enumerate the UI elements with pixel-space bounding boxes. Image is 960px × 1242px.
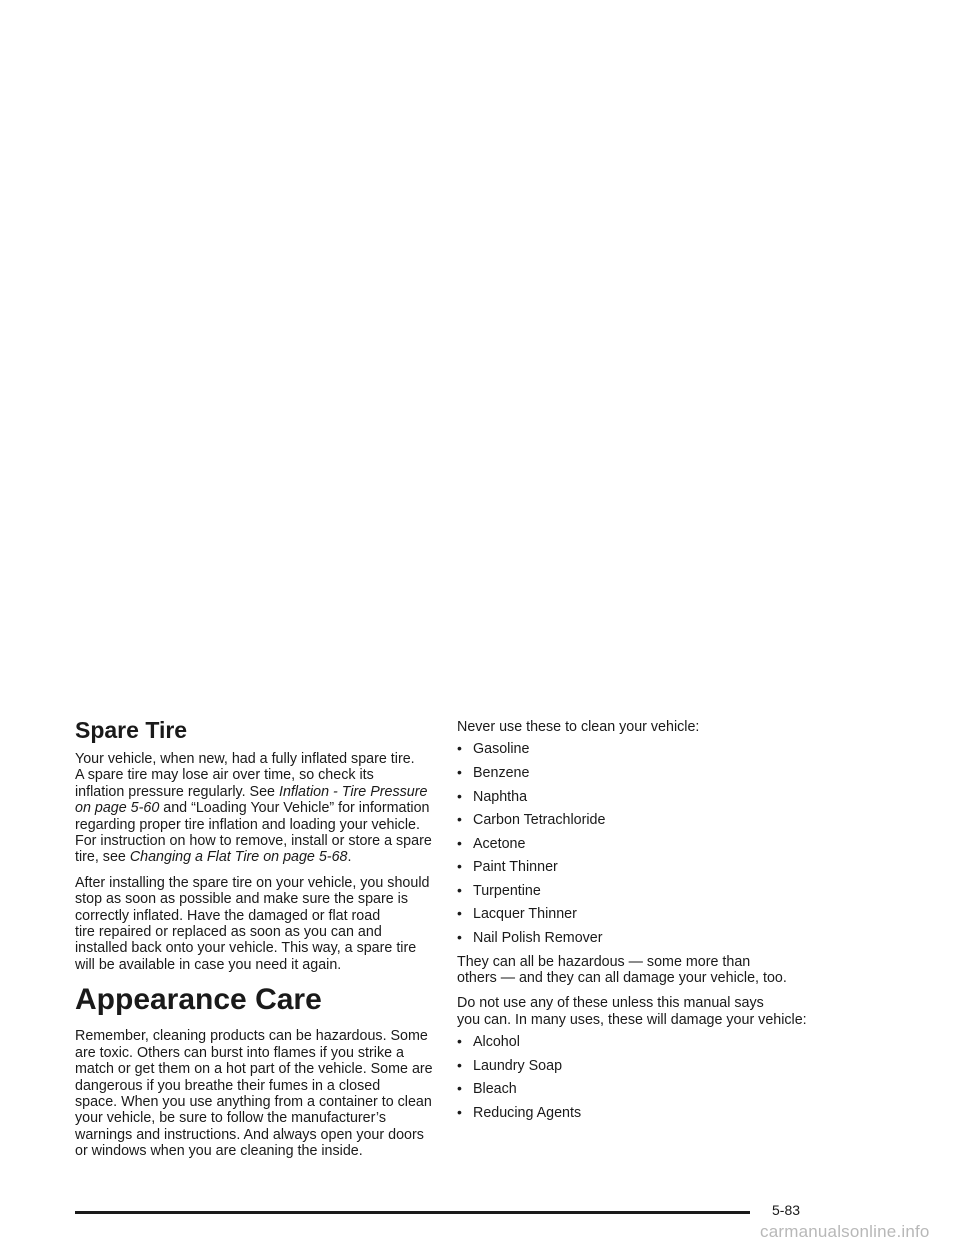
list-item xyxy=(457,765,827,781)
text-line: installed back onto your vehicle. This way, a spare tire xyxy=(75,940,417,957)
list-item-label: Naphtha xyxy=(473,788,528,805)
right-column xyxy=(457,719,827,1129)
bullet-icon: • xyxy=(457,929,462,946)
text-line: Do not use any of these unless this manual says xyxy=(457,995,764,1012)
text-line: tire repaired or replaced as soon as you can and xyxy=(75,924,382,941)
spare-tire-paragraph-2 xyxy=(75,875,433,973)
text-line: correctly inflated. Have the damaged or flat road xyxy=(75,907,381,924)
list-item xyxy=(457,812,827,828)
list-item-label: Acetone xyxy=(473,835,526,852)
text-line: you can. In many uses, these will damage your vehicle: xyxy=(457,1011,807,1028)
list-item-label: Carbon Tetrachloride xyxy=(473,812,606,829)
bullet-icon: • xyxy=(457,1103,462,1120)
footer-rule xyxy=(75,1211,750,1214)
text-line: space. When you use anything from a container to clean xyxy=(75,1093,432,1110)
bullet-icon: • xyxy=(457,740,462,757)
bullet-icon: • xyxy=(457,834,462,851)
never-use-intro: Never use these to clean your vehicle: xyxy=(457,719,700,735)
bullet-icon: • xyxy=(457,1033,462,1050)
list-item xyxy=(457,930,827,946)
spare-tire-heading: Spare Tire xyxy=(75,717,188,743)
do-not-use-paragraph xyxy=(457,995,827,1028)
list-item xyxy=(457,1105,827,1121)
cross-reference-link[interactable]: on page 5-60 xyxy=(75,800,160,817)
bullet-icon: • xyxy=(457,1056,462,1073)
text-line: They can all be hazardous — some more than xyxy=(457,953,751,970)
text-line: regarding proper tire inflation and loading your vehicle. xyxy=(75,816,420,833)
list-item xyxy=(457,741,827,757)
appearance-care-paragraph xyxy=(75,1028,433,1159)
text-line: After installing the spare tire on your vehicle, you should xyxy=(75,874,430,891)
list-item-label: Benzene xyxy=(473,764,530,781)
text-line: dangerous if you breathe their fumes in a closed xyxy=(75,1077,381,1094)
list-item xyxy=(457,1034,827,1050)
cross-reference-link[interactable]: Inflation - Tire Pressure xyxy=(278,783,428,800)
text-line: your vehicle, be sure to follow the manufacturer’s xyxy=(75,1110,386,1127)
list-item xyxy=(457,859,827,875)
list-item-label: Turpentine xyxy=(473,882,541,899)
watermark: carmanualsonline.info xyxy=(760,1222,930,1241)
text-line: or windows when you are cleaning the inside. xyxy=(75,1143,363,1160)
list-item-label: Lacquer Thinner xyxy=(473,906,577,923)
appearance-care-heading: Appearance Care xyxy=(75,983,322,1017)
list-item-label: Nail Polish Remover xyxy=(473,930,603,947)
page-number: 5-83 xyxy=(772,1202,801,1218)
text-line: Remember, cleaning products can be hazardous. Some xyxy=(75,1028,428,1045)
bullet-icon: • xyxy=(457,811,462,828)
text-line: others — and they can all damage your vehicle, too. xyxy=(457,970,787,987)
hazard-paragraph xyxy=(457,954,827,987)
list-item xyxy=(457,836,827,852)
cross-reference-link[interactable]: Changing a Flat Tire on page 5-68 xyxy=(129,849,348,866)
damaging-agents-list xyxy=(457,1034,827,1121)
list-item-label: Gasoline xyxy=(473,741,530,758)
text-line: A spare tire may lose air over time, so check its xyxy=(75,767,374,784)
left-column xyxy=(75,716,433,1169)
list-item-label: Bleach xyxy=(473,1081,517,1098)
list-item-label: Laundry Soap xyxy=(473,1057,563,1074)
list-item-label: Reducing Agents xyxy=(473,1104,582,1121)
bullet-icon: • xyxy=(457,858,462,875)
list-item xyxy=(457,1081,827,1097)
bullet-icon: • xyxy=(457,763,462,780)
text-line: inflation pressure regularly. See Inflation - Tire Pressure xyxy=(75,783,428,800)
list-item xyxy=(457,789,827,805)
text-line: are toxic. Others can burst into flames if you strike a xyxy=(75,1044,404,1061)
text-line: stop as soon as possible and make sure the spare is xyxy=(75,891,408,908)
spare-tire-paragraph-1 xyxy=(75,751,433,866)
bullet-icon: • xyxy=(457,905,462,922)
text-line: For instruction on how to remove, install or store a spare xyxy=(75,833,432,850)
text-line: on page 5-60 and “Loading Your Vehicle” for information xyxy=(75,800,430,817)
list-item xyxy=(457,883,827,899)
list-item-label: Paint Thinner xyxy=(473,859,558,876)
never-use-list xyxy=(457,741,827,946)
text-line: warnings and instructions. And always open your doors xyxy=(75,1126,424,1143)
list-item-label: Alcohol xyxy=(473,1034,520,1051)
list-item xyxy=(457,1058,827,1074)
bullet-icon: • xyxy=(457,881,462,898)
text-line: tire, see Changing a Flat Tire on page 5-68. xyxy=(75,849,352,866)
bullet-icon: • xyxy=(457,787,462,804)
text-line: will be available in case you need it again. xyxy=(75,956,342,973)
text-line: match or get them on a hot part of the vehicle. Some are xyxy=(75,1061,433,1078)
list-item xyxy=(457,906,827,922)
bullet-icon: • xyxy=(457,1080,462,1097)
text-line: Your vehicle, when new, had a fully inflated spare tire. xyxy=(75,751,415,767)
